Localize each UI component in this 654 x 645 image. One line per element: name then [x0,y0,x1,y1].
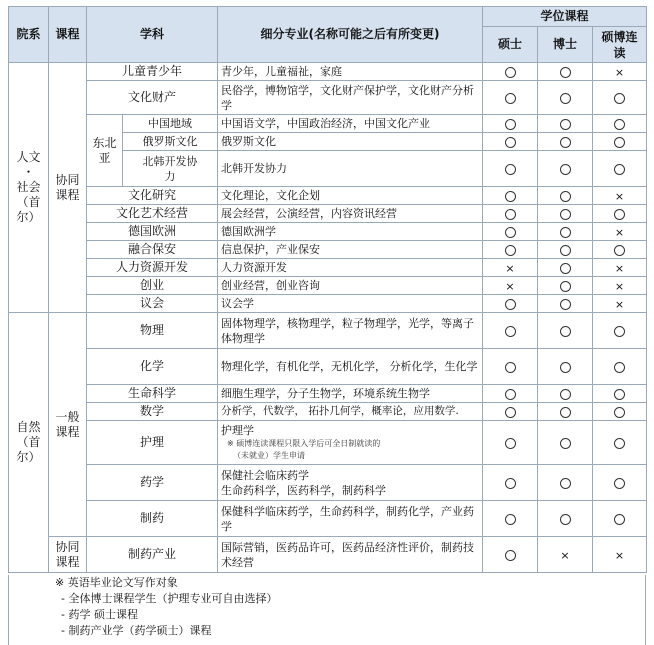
circle-mark-icon [505,191,516,202]
header-doctor: 博士 [538,27,593,63]
course-type-general: 一般 课程 [49,313,87,537]
dept-science: 自然 （首 尔） [9,313,49,573]
header-subject: 学科 [87,7,218,63]
mark-master [483,313,538,349]
mark-doctor [538,313,593,349]
subject-cell: 文化研究 [87,187,218,205]
table-row [9,421,647,465]
specialty-note: ※ 硕博连读课程只限入学后可全日制就读的 [227,439,381,448]
circle-mark-icon [560,164,571,175]
header-course: 课程 [49,7,87,63]
table-row [9,241,647,259]
mark-master [483,223,538,241]
circle-mark-icon [560,326,571,337]
table-row [9,115,647,133]
mark-doctor [538,403,593,421]
circle-mark-icon [614,362,625,373]
subject-cell: 生命科学 [87,385,218,403]
cross-mark-icon: × [614,189,625,203]
circle-mark-icon [505,326,516,337]
mark-combined [593,403,647,421]
header-dept: 院系 [9,7,49,63]
circle-mark-icon [505,209,516,220]
subject-cell: 融合保安 [87,241,218,259]
circle-mark-icon [560,263,571,274]
cross-mark-icon: × [614,225,625,239]
specialty-cell: 中国语文学，中国政治经济，中国文化产业 [218,115,483,133]
notes-section [8,575,646,645]
mark-doctor [538,537,593,573]
circle-mark-icon [560,209,571,220]
specialty-text: 护理学 [221,424,255,437]
specialty-cell: 物理化学，有机化学，无机化学， 分析化学，生化学 [218,349,483,385]
header-combined [593,27,647,63]
notes-item: - 全体博士课程学生（护理专业可自由选择） [61,592,278,605]
cross-mark-icon: × [505,279,515,293]
circle-mark-icon [560,407,571,418]
mark-doctor [538,133,593,151]
mark-master [483,501,538,537]
mark-doctor [538,81,593,115]
mark-combined [593,465,647,501]
table-row [9,349,647,385]
subject-cell: 北韩开发协力 [123,151,218,187]
circle-mark-icon [560,119,571,130]
subject-cell: 数学 [87,403,218,421]
mark-master [483,277,538,295]
specialty-cell: 分析学，代数学， 拓扑几何学，概率论，应用数学. [218,403,483,421]
subject-cell: 文化艺术经营 [87,205,218,223]
mark-master [483,187,538,205]
specialty-cell: 文化理论，文化企划 [218,187,483,205]
circle-mark-icon [560,281,571,292]
subject-group-northeast-asia: 东北亚 [87,115,123,187]
circle-mark-icon [560,137,571,148]
circle-mark-icon [614,326,625,337]
table-row [9,223,647,241]
circle-mark-icon [614,438,625,449]
mark-master [483,403,538,421]
mark-combined [593,63,647,81]
mark-combined [593,385,647,403]
specialty-text: 生命药科学，医药科学，制药科学 [221,483,387,497]
mark-master [483,349,538,385]
degree-program-table [8,6,647,573]
mark-combined [593,501,647,537]
circle-mark-icon [505,514,516,525]
table-row [9,277,647,295]
circle-mark-icon [560,514,571,525]
mark-doctor [538,63,593,81]
mark-combined [593,133,647,151]
specialty-cell: 保健科学临床药学，生命药科学，制药化学，产业药学 [218,501,483,537]
mark-combined [593,241,647,259]
subject-cell: 创业 [87,277,218,295]
mark-doctor [538,187,593,205]
mark-combined [593,313,647,349]
mark-doctor [538,115,593,133]
subject-cell: 中国地域 [123,115,218,133]
mark-combined [593,277,647,295]
subject-cell: 制药产业 [87,537,218,573]
circle-mark-icon [505,362,516,373]
mark-doctor [538,421,593,465]
table-row [9,205,647,223]
specialty-cell: 人力资源开发 [218,259,483,277]
specialty-cell: 俄罗斯文化 [218,133,483,151]
mark-doctor [538,205,593,223]
cross-mark-icon: × [614,65,625,79]
table-row [9,313,647,349]
mark-combined [593,187,647,205]
mark-combined [593,295,647,313]
mark-combined [593,115,647,133]
mark-doctor [538,151,593,187]
circle-mark-icon [560,245,571,256]
table-row [9,385,647,403]
mark-master [483,537,538,573]
circle-mark-icon [505,478,516,489]
mark-doctor [538,223,593,241]
specialty-cell: 展会经营，公演经营，内容资讯经营 [218,205,483,223]
mark-master [483,259,538,277]
mark-master [483,151,538,187]
notes-item: - 制药产业学（药学硕士）课程 [61,624,212,637]
circle-mark-icon [560,191,571,202]
circle-mark-icon [505,67,516,78]
circle-mark-icon [614,93,625,104]
course-type-coop: 协同 课程 [49,63,87,313]
cross-mark-icon: × [614,261,625,275]
circle-mark-icon [560,227,571,238]
mark-master [483,81,538,115]
table-row [9,295,647,313]
circle-mark-icon [614,514,625,525]
table-row [9,187,647,205]
header-specialty: 细分专业(名称可能之后有所变更) [218,7,483,63]
table-row [9,403,647,421]
circle-mark-icon [560,438,571,449]
circle-mark-icon [614,478,625,489]
circle-mark-icon [505,299,516,310]
notes-title: ※ 英语毕业论文写作对象 [55,576,178,589]
circle-mark-icon [560,362,571,373]
specialty-text: 保健社会临床药学 [221,468,310,482]
circle-mark-icon [505,93,516,104]
circle-mark-icon [505,119,516,130]
circle-mark-icon [614,209,625,220]
subject-cell: 人力资源开发 [87,259,218,277]
circle-mark-icon [560,93,571,104]
circle-mark-icon [505,550,516,561]
circle-mark-icon [560,67,571,78]
circle-mark-icon [560,389,571,400]
mark-combined [593,349,647,385]
table-row [9,465,647,501]
specialty-cell: 固体物理学，核物理学，粒子物理学，光学，等离子体物理学 [218,313,483,349]
mark-master [483,115,538,133]
subject-cell: 儿童青少年 [87,63,218,81]
specialty-cell: 北韩开发协力 [218,151,483,187]
specialty-cell: 德国欧洲学 [218,223,483,241]
mark-combined [593,205,647,223]
circle-mark-icon [505,245,516,256]
mark-combined [593,259,647,277]
subject-cell: 文化财产 [87,81,218,115]
specialty-cell: 青少年，儿童福祉，家庭 [218,63,483,81]
mark-combined [593,81,647,115]
header-combined-label: 硕博连读 [601,29,638,60]
table-row [9,501,647,537]
circle-mark-icon [505,438,516,449]
header-master: 硕士 [483,27,538,63]
subject-cell: 护理 [87,421,218,465]
subject-cell: 制药 [87,501,218,537]
table-row [9,537,647,573]
cross-mark-icon: × [614,279,625,293]
cross-mark-icon: × [560,548,570,562]
mark-master [483,295,538,313]
circle-mark-icon [505,227,516,238]
mark-combined [593,151,647,187]
notes-item: - 药学 硕士课程 [61,608,138,621]
circle-mark-icon [614,407,625,418]
subject-cell: 药学 [87,465,218,501]
mark-master [483,421,538,465]
specialty-cell: 议会学 [218,295,483,313]
cross-mark-icon: × [614,548,625,562]
table-row [9,63,647,81]
mark-master [483,133,538,151]
mark-doctor [538,259,593,277]
mark-master [483,63,538,81]
cross-mark-icon: × [614,297,625,311]
specialty-cell: 细胞生理学，分子生物学，环境系统生物学 [218,385,483,403]
course-type-coop-science: 协同 课程 [49,537,87,573]
circle-mark-icon [614,137,625,148]
circle-mark-icon [505,137,516,148]
mark-doctor [538,501,593,537]
table-row [9,81,647,115]
circle-mark-icon [560,478,571,489]
header-degree-group: 学位课程 [483,7,647,27]
mark-doctor [538,295,593,313]
mark-master [483,241,538,259]
mark-doctor [538,349,593,385]
mark-combined [593,421,647,465]
circle-mark-icon [614,119,625,130]
specialty-cell: 创业经营，创业咨询 [218,277,483,295]
mark-doctor [538,385,593,403]
mark-combined [593,223,647,241]
table-row [9,259,647,277]
mark-doctor [538,277,593,295]
specialty-cell: 民俗学，博物馆学，文化财产保护学，文化财产分析学 [218,81,483,115]
mark-master [483,465,538,501]
dept-humanities: 人文 ・ 社会 （首 尔） [9,63,49,313]
mark-combined [593,537,647,573]
mark-doctor [538,241,593,259]
mark-master [483,385,538,403]
circle-mark-icon [505,407,516,418]
subject-cell: 物理 [87,313,218,349]
circle-mark-icon [614,245,625,256]
subject-cell: 化学 [87,349,218,385]
circle-mark-icon [614,389,625,400]
subject-cell: 德国欧洲 [87,223,218,241]
specialty-cell [218,421,483,465]
circle-mark-icon [614,164,625,175]
circle-mark-icon [505,164,516,175]
circle-mark-icon [505,389,516,400]
subject-cell: 俄罗斯文化 [123,133,218,151]
cross-mark-icon: × [505,261,515,275]
specialty-note: （未就业）学生申请 [233,451,306,460]
specialty-cell: 国际营销，医药品许可，医药品经济性评价，制药技术经营 [218,537,483,573]
circle-mark-icon [560,299,571,310]
specialty-cell: 信息保护，产业保安 [218,241,483,259]
subject-cell: 议会 [87,295,218,313]
specialty-cell [218,465,483,501]
mark-doctor [538,465,593,501]
mark-master [483,205,538,223]
